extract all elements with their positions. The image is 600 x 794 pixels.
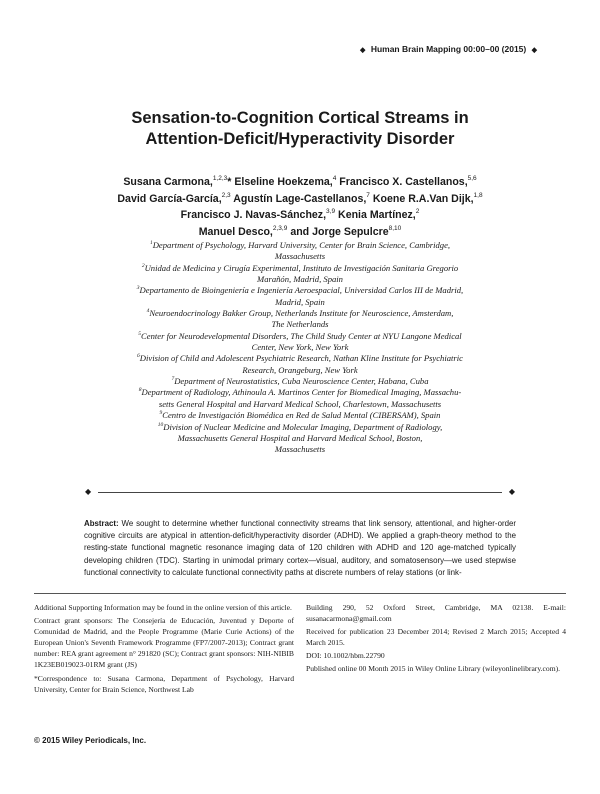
affiliation-line: Marañón, Madrid, Spain (257, 274, 343, 285)
author-affil: 1,8 (473, 191, 483, 199)
journal-citation: Human Brain Mapping 00:00–00 (2015) (370, 44, 527, 54)
author-name: Francisco J. Navas-Sánchez, (180, 209, 327, 221)
divider-rule (98, 492, 502, 493)
affiliation-line: $^6$Division of Child and Adolescent Psychiatric Research, Nathan Kline Institute for Psychiatric (137, 353, 463, 364)
copyright: © 2015 Wiley Periodicals, Inc. (34, 736, 147, 745)
affiliation-line: Massachusetts (274, 444, 326, 455)
affiliation-line: $^3$Departamento de Bioingeniería e Ingeniería Aeroespacial, Universidad Carlos III de Madrid, (136, 285, 464, 296)
footnote-column-left (34, 602, 294, 697)
grant-note: Contract grant sponsors: The Consejería de Educación, Juventud y Deporte of Comunidad de Madrid, and the People Programme (Marie Curie Actions) of the European Union's Seventh Framework Programme (FP7/2007-2013); Contract grant number: REA grant agreement n° 291820 (SC); Contract grant sponsors: NIH-NIBIB 1K23EB019023-01RM grant (JS) (34, 616, 294, 670)
author-affil: 3,9 (326, 208, 336, 215)
author-line (0, 191, 600, 208)
affiliation-line: Research, Orangeburg, New York (242, 364, 358, 375)
author-line (0, 224, 600, 241)
affiliation-line: $^{10}$Division of Nuclear Medicine and Molecular Imaging, Department of Radiology, (157, 421, 443, 432)
title-line: Attention-Deficit/Hyperactivity Disorder (145, 130, 455, 148)
affiliation-line: $^5$Center for Neurodevelopmental Disorders, The Child Study Center at NYU Langone Medical (138, 330, 462, 341)
author-line (0, 174, 600, 191)
affiliation-line: $^7$Department of Neurostatistics, Cuba Neuroscience Center, Habana, Cuba (171, 376, 429, 387)
author-name: and Jorge Sepulcre (290, 225, 389, 238)
dates-note: Received for publication 23 December 2014; Revised 2 March 2015; Accepted 4 March 2015. (306, 627, 566, 648)
author-affil: 7 (366, 191, 370, 199)
corresponding-mark: * (227, 176, 232, 188)
address-note: Building 290, 52 Oxford Street, Cambridge, MA 02138. E-mail: susanacarmona@gmail.com (306, 603, 566, 624)
affiliation-line: $^9$Centro de Investigación Biomédica en Red de Salud Mental (CIBERSAM), Spain (159, 410, 441, 421)
affiliation-line: $^1$Department of Psychology, Harvard University, Center for Brain Science, Cambridge, (149, 240, 451, 250)
diamond-icon: ◆ (508, 487, 515, 496)
diamond-icon: ◆ (531, 47, 537, 54)
author-affil: 4 (332, 175, 337, 182)
author-name: David García-García, (117, 192, 222, 205)
affiliation-line: Massachusetts General Hospital and Harvard Medical School, Boston, (177, 432, 423, 443)
paper-title (0, 108, 600, 150)
doi-note: DOI: 10.1002/hbm.22790 (306, 651, 385, 661)
diamond-icon: ◆ (85, 487, 92, 496)
affiliation-line: $^4$Neuroendocrinology Bakker Group, Netherlands Institute for Neuroscience, Amsterdam, (146, 308, 454, 319)
abstract (84, 518, 516, 579)
author-name: Manuel Desco, (198, 225, 273, 238)
title-line: Sensation-to-Cognition Cortical Streams in (131, 109, 469, 127)
diamond-icon: ◆ (360, 47, 366, 54)
affiliation-line: setts General Hospital and Harvard Medical School, Charlestown, Massachusetts (158, 398, 442, 409)
author-name: Susana Carmona, (123, 176, 213, 188)
section-divider (82, 488, 518, 498)
affiliation-line: $^2$Unidad de Medicina y Cirugía Experimental, Instituto de Investigación Sanitaria Gregorio (141, 262, 459, 273)
supporting-info-note: Additional Supporting Information may be found in the online version of this article. (34, 603, 292, 612)
author-affil: 2,3,9 (272, 224, 288, 232)
author-name: Kenia Martínez, (338, 209, 416, 221)
author-affil: 1,2,3 (212, 175, 228, 182)
affiliation-line: The Netherlands (271, 319, 329, 330)
affiliation-line: Massachusetts (274, 251, 326, 262)
affiliation-list (0, 240, 600, 456)
author-affil: 2 (415, 208, 420, 215)
footnote-column-right (306, 602, 566, 677)
author-affil: 8,10 (388, 224, 402, 232)
author-affil: 2,3 (221, 191, 231, 199)
author-list (0, 174, 600, 240)
abstract-text: We sought to determine whether functional connectivity streams that link sensory, attentional, and higher-order cognitive circuits are atypical in attention-deficit/hyperactivity disorder (ADHD). We applied a graph-theory method to the resting-state functional magnetic resonance imaging data of 120 children with ADHD and 120 age-matched typically developing children (TDC). Starting in unimodal primary cortex—visual, auditory, and somatosensory—we used stepwise functional connectivity to calculate functional connectivity paths at discrete numbers of relay stations (or link- (84, 519, 516, 577)
author-name: Agustín Lage-Castellanos, (233, 192, 367, 205)
running-head (357, 44, 540, 54)
author-name: Elseline Hoekzema, (234, 176, 333, 188)
published-note: Published online 00 Month 2015 in Wiley Online Library (wileyonlinelibrary.com). (306, 664, 561, 674)
affiliation-line: $^8$Department of Radiology, Athinoula A. Martinos Center for Biomedical Imaging, Massachu- (138, 387, 462, 398)
author-line (0, 207, 600, 224)
affiliation-line: Madrid, Spain (275, 296, 325, 307)
author-affil: 5,6 (467, 175, 477, 182)
author-name: Francisco X. Castellanos, (339, 176, 468, 188)
correspondence-note: *Correspondence to: Susana Carmona, Department of Psychology, Harvard University, Center for Brain Science, Northwest Lab (34, 673, 294, 694)
affiliation-line: Center, New York, New York (251, 342, 349, 353)
abstract-label: Abstract: (84, 519, 119, 528)
author-name: Koene R.A.Van Dijk, (372, 192, 474, 205)
footnotes (34, 593, 566, 724)
